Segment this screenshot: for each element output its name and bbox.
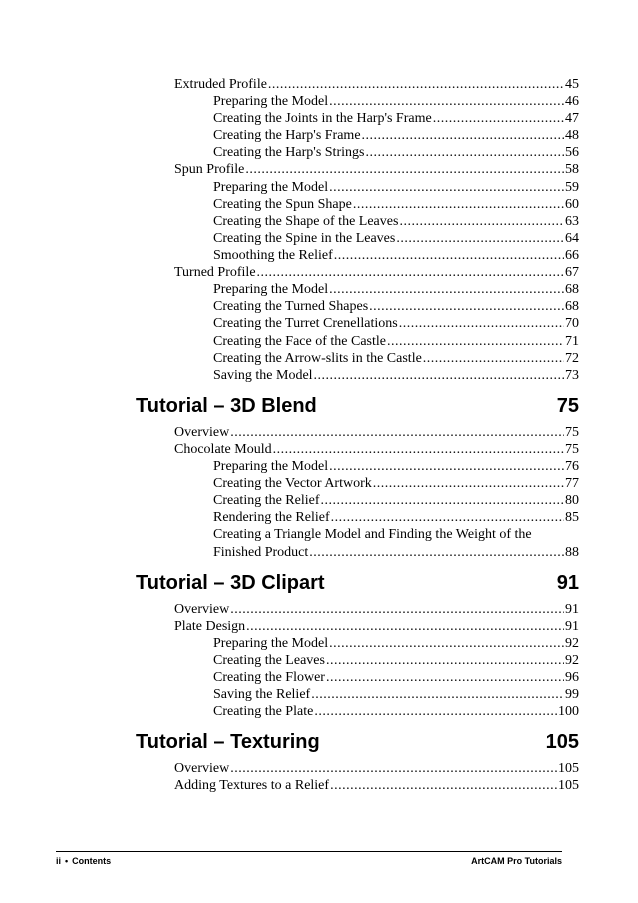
toc-subentry[interactable]: [213, 230, 579, 247]
toc-page-number: 85: [565, 510, 579, 525]
toc-subentry[interactable]: [213, 93, 579, 110]
toc-subentry[interactable]: [213, 652, 579, 669]
toc-subentry[interactable]: [213, 127, 579, 144]
toc-entry-title: Rendering the Relief: [213, 510, 330, 525]
dot-leader: [331, 509, 564, 526]
toc-entry-title: Preparing the Model: [213, 636, 329, 651]
toc-subentry[interactable]: [213, 544, 579, 561]
toc-entry-title: Creating the Face of the Castle: [213, 334, 386, 349]
dot-leader: [399, 315, 564, 332]
toc-entry-title: Creating the Shape of the Leaves: [213, 214, 399, 229]
footer-left: [56, 856, 111, 867]
toc-entry-title: Turned Profile: [174, 265, 256, 280]
toc-entry-title: Finished Product: [213, 545, 309, 560]
toc-entry-title: Chocolate Mould: [174, 442, 272, 457]
toc-page-number: 92: [565, 636, 579, 651]
toc-entry-title: Adding Textures to a Relief: [174, 778, 330, 793]
toc-entry-title: Overview: [174, 425, 230, 440]
toc-subentry[interactable]: [213, 315, 579, 332]
dot-leader: [423, 350, 564, 367]
dot-leader: [399, 213, 564, 230]
dot-leader: [329, 281, 564, 298]
dot-leader: [230, 760, 557, 777]
toc-page-number: 68: [565, 282, 579, 297]
dot-leader: [330, 777, 557, 794]
toc-page-number: 100: [558, 704, 579, 719]
dot-leader: [326, 669, 564, 686]
dot-leader: [309, 544, 564, 561]
dot-leader: [230, 601, 564, 618]
footer-bullet: •: [65, 856, 69, 866]
toc-page-number: 66: [565, 248, 579, 263]
toc-subentry[interactable]: [213, 350, 579, 367]
toc-page-number: 68: [565, 299, 579, 314]
dot-leader: [311, 686, 564, 703]
dot-leader: [245, 161, 564, 178]
toc-page-number: 59: [565, 180, 579, 195]
toc-subentry[interactable]: [213, 196, 579, 213]
dot-leader: [369, 298, 564, 315]
dot-leader: [334, 247, 564, 264]
footer-section: Contents: [72, 856, 112, 866]
dot-leader: [314, 703, 557, 720]
toc-subentry[interactable]: [213, 509, 579, 526]
toc-page-number: 63: [565, 214, 579, 229]
toc-entry[interactable]: [174, 760, 579, 777]
toc-page-number: 92: [565, 653, 579, 668]
toc-page-number: 64: [565, 231, 579, 246]
toc-entry-title: Creating the Turret Crenellations: [213, 316, 398, 331]
toc-subentry[interactable]: [213, 492, 579, 509]
toc-subentry[interactable]: [213, 333, 579, 350]
toc-page-number: 46: [565, 94, 579, 109]
toc-page-number: 58: [565, 162, 579, 177]
toc-entry-title: Preparing the Model: [213, 459, 329, 474]
dot-leader: [373, 475, 564, 492]
toc-page-number: 76: [565, 459, 579, 474]
dot-leader: [268, 76, 564, 93]
toc-page-number: 91: [565, 619, 579, 634]
chapter-page-number: 91: [556, 572, 579, 594]
toc-entry-title: Preparing the Model: [213, 94, 329, 109]
toc-page-number: 80: [565, 493, 579, 508]
toc-entry-title: Preparing the Model: [213, 282, 329, 297]
toc-subentry[interactable]: [213, 635, 579, 652]
toc-subentry[interactable]: [213, 144, 579, 161]
footer-book-title: ArtCAM Pro Tutorials: [471, 856, 562, 866]
toc-entry[interactable]: [174, 441, 579, 458]
toc-entry-title-line[interactable]: Creating a Triangle Model and Finding the Weight of the: [213, 527, 532, 542]
chapter-heading[interactable]: [136, 394, 579, 418]
dot-leader: [433, 110, 564, 127]
dot-leader: [257, 264, 564, 281]
toc-entry-title: Preparing the Model: [213, 180, 329, 195]
dot-leader: [246, 618, 564, 635]
toc-subentry[interactable]: [213, 686, 579, 703]
toc-entry-title: Creating the Leaves: [213, 653, 325, 668]
chapter-page-number: 75: [556, 395, 579, 417]
toc-entry-title: Creating the Spun Shape: [213, 197, 352, 212]
toc-entry-title: Saving the Relief: [213, 687, 311, 702]
dot-leader: [314, 367, 564, 384]
toc-page-number: 99: [565, 687, 579, 702]
dot-leader: [396, 230, 564, 247]
chapter-title: Tutorial – 3D Clipart: [136, 572, 325, 594]
toc-page-number: 73: [565, 368, 579, 383]
dot-leader: [329, 635, 564, 652]
toc-entry[interactable]: [174, 161, 579, 178]
toc-entry-title: Plate Design: [174, 619, 246, 634]
toc-subentry[interactable]: [213, 669, 579, 686]
toc-page-number: 71: [565, 334, 579, 349]
toc-entry-title: Creating the Turned Shapes: [213, 299, 369, 314]
toc-subentry[interactable]: [213, 475, 579, 492]
dot-leader: [387, 333, 564, 350]
toc-subentry[interactable]: [213, 367, 579, 384]
dot-leader: [362, 127, 564, 144]
toc-entry-title: Spun Profile: [174, 162, 245, 177]
toc-entry[interactable]: [174, 618, 579, 635]
toc-page-number: 45: [565, 77, 579, 92]
toc-entry-title: Creating the Plate: [213, 704, 314, 719]
dot-leader: [353, 196, 564, 213]
toc-entry-title: Saving the Model: [213, 368, 313, 383]
toc-page-number: 77: [565, 476, 579, 491]
toc-page-number: 60: [565, 197, 579, 212]
toc-page-number: 91: [565, 602, 579, 617]
toc-page-number: 75: [565, 442, 579, 457]
toc-entry[interactable]: [174, 76, 579, 93]
toc-subentry[interactable]: [213, 703, 579, 720]
toc-subentry[interactable]: [213, 247, 579, 264]
toc-entry-title: Creating the Relief: [213, 493, 320, 508]
toc-page-number: 96: [565, 670, 579, 685]
toc-page-number: 56: [565, 145, 579, 160]
toc-entry-title: Smoothing the Relief: [213, 248, 333, 263]
chapter-title: Tutorial – 3D Blend: [136, 395, 317, 417]
dot-leader: [329, 179, 564, 196]
toc-page-number: 70: [565, 316, 579, 331]
toc-page-number: 105: [558, 761, 579, 776]
toc-subentry[interactable]: [213, 179, 579, 196]
toc-page-number: 67: [565, 265, 579, 280]
chapter-heading[interactable]: [136, 730, 579, 754]
toc-page-number: 72: [565, 351, 579, 366]
toc-subentry[interactable]: [213, 213, 579, 230]
toc-entry-title: Creating the Vector Artwork: [213, 476, 372, 491]
toc-subentry[interactable]: [213, 298, 579, 315]
chapter-page-number: 105: [545, 731, 579, 753]
toc-page-number: 75: [565, 425, 579, 440]
toc-page-number: 48: [565, 128, 579, 143]
toc-entry-title: Creating the Arrow-slits in the Castle: [213, 351, 422, 366]
dot-leader: [329, 458, 564, 475]
toc-subentry[interactable]: [213, 281, 579, 298]
footer-rule: [56, 851, 562, 852]
toc-page-number: 88: [565, 545, 579, 560]
toc-entry-title: Extruded Profile: [174, 77, 267, 92]
dot-leader: [365, 144, 564, 161]
toc-entry-title: Creating the Flower: [213, 670, 325, 685]
toc-entry[interactable]: [174, 601, 579, 618]
toc-entry[interactable]: [174, 777, 579, 794]
toc-entry-title: Overview: [174, 761, 230, 776]
toc-subentry[interactable]: [213, 458, 579, 475]
dot-leader: [321, 492, 564, 509]
dot-leader: [273, 441, 564, 458]
dot-leader: [326, 652, 564, 669]
dot-leader: [230, 424, 564, 441]
toc-page-number: 105: [558, 778, 579, 793]
chapter-title: Tutorial – Texturing: [136, 731, 320, 753]
footer-page-label: ii: [56, 856, 62, 866]
toc-subentry[interactable]: [213, 110, 579, 127]
toc-entry[interactable]: [174, 424, 579, 441]
toc-entry[interactable]: [174, 264, 579, 281]
toc-entry-title: Creating the Harp's Strings: [213, 145, 365, 160]
toc-page-number: 47: [565, 111, 579, 126]
toc-entry-title: Creating the Spine in the Leaves: [213, 231, 396, 246]
toc-entry-title: Creating the Harp's Frame: [213, 128, 361, 143]
dot-leader: [329, 93, 564, 110]
toc-entry-title: Overview: [174, 602, 230, 617]
chapter-heading[interactable]: [136, 571, 579, 595]
toc-entry-title: Creating the Joints in the Harp's Frame: [213, 111, 432, 126]
